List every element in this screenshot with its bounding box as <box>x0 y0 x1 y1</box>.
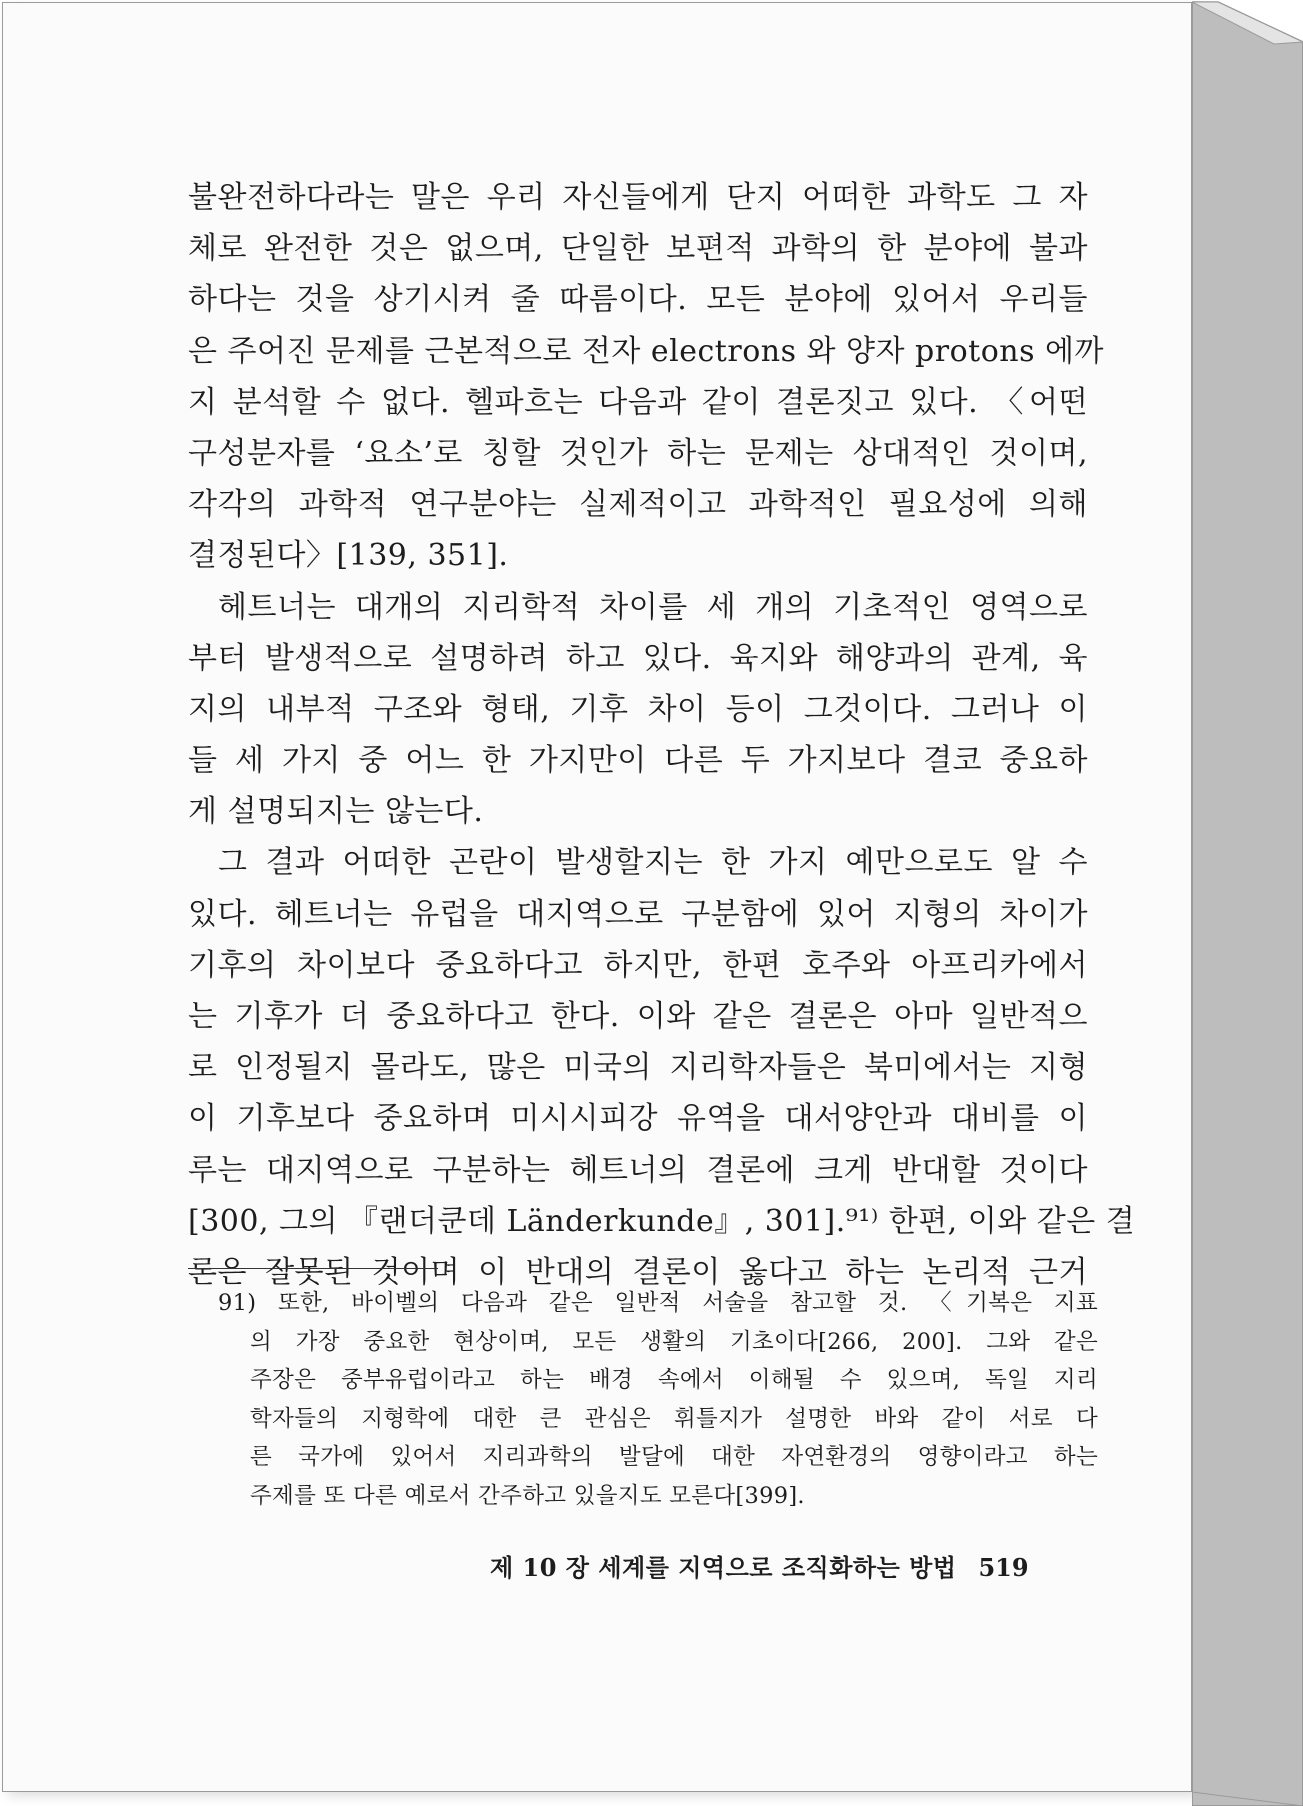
running-footer <box>490 1548 1070 1588</box>
body-line: 이 기후보다 중요하며 미시시피강 유역을 대서양안과 대비를 이 <box>188 1101 1088 1137</box>
page-number: 519 <box>978 1553 1029 1582</box>
footnote-line: 91) 또한, 바이벨의 다음과 같은 일반적 서술을 참고할 것. 〈기복은 지표 <box>218 1290 1098 1316</box>
body-line: 지 분석할 수 없다. 헬파흐는 다음과 같이 결론짓고 있다. 〈어떤 <box>188 384 1088 420</box>
body-line: 게 설명되지는 않는다. <box>188 794 484 830</box>
body-line: 루는 대지역으로 구분하는 헤트너의 결론에 크게 반대할 것이다 <box>188 1152 1088 1188</box>
body-line: 구성분자를 ‘요소’로 칭할 것인가 하는 문제는 상대적인 것이며, <box>188 435 1088 471</box>
body-line: 기후의 차이보다 중요하다고 하지만, 한편 호주와 아프리카에서 <box>188 947 1088 983</box>
body-line: 로 인정될지 몰라도, 많은 미국의 지리학자들은 북미에서는 지형 <box>188 1050 1088 1086</box>
body-line: 은 주어진 문제를 근본적으로 전자 electrons 와 양자 protons 에까 <box>188 333 1104 369</box>
body-line: 들 세 가지 중 어느 한 가지만이 다른 두 가지보다 결코 중요하 <box>188 743 1088 779</box>
chapter-title: 제 10 장 세계를 지역으로 조직화하는 방법 <box>490 1553 957 1582</box>
footnote-separator <box>188 1268 438 1269</box>
body-line: 하다는 것을 상기시켜 줄 따름이다. 모든 분야에 있어서 우리들 <box>188 282 1088 318</box>
footnote-line: 른 국가에 있어서 지리과학의 발달에 대한 자연환경의 영향이라고 하는 <box>250 1444 1098 1471</box>
footnote-line: 주장은 중부유럽이라고 하는 배경 속에서 이해될 수 있으며, 독일 지리 <box>250 1367 1098 1394</box>
body-line: 각각의 과학적 연구분야는 실제적이고 과학적인 필요성에 의해 <box>188 487 1088 523</box>
body-line: 는 기후가 더 중요하다고 한다. 이와 같은 결론은 아마 일반적으 <box>188 999 1088 1034</box>
body-line: 불완전하다라는 말은 우리 자신들에게 단지 어떠한 과학도 그 자 <box>188 180 1088 215</box>
body-line: 결정된다〉[139, 351]. <box>188 538 509 574</box>
book-edge <box>1192 0 1303 1806</box>
body-line: 있다. 헤트너는 유럽을 대지역으로 구분함에 있어 지형의 차이가 <box>188 896 1088 932</box>
book-edge-shape <box>1192 0 1303 1806</box>
footnote <box>218 1284 1098 1516</box>
footnote-line: 주제를 또 다른 예로서 간주하고 있을지도 모른다[399]. <box>250 1482 805 1509</box>
body-line: 체로 완전한 것은 없으며, 단일한 보편적 과학의 한 분야에 불과 <box>188 231 1088 267</box>
body-line: [300, 그의 『랜더쿤데 Länderkunde』, 301].⁹¹⁾ 한편, 이와 같은 결 <box>188 1203 1136 1239</box>
footnote-line: 의 가장 중요한 현상이며, 모든 생활의 기초이다[266, 200]. 그와 같은 <box>250 1328 1098 1355</box>
body-line: 그 결과 어떠한 곤란이 발생할지는 한 가지 예만으로도 알 수 <box>218 845 1088 881</box>
body-line: 론은 잘못된 것이며 이 반대의 결론이 옳다고 하는 논리적 근거 <box>188 1254 1088 1290</box>
body-line: 지의 내부적 구조와 형태, 기후 차이 등이 그것이다. 그러나 이 <box>188 691 1088 727</box>
footnote-line: 학자들의 지형학에 대한 큰 관심은 휘틀지가 설명한 바와 같이 서로 다 <box>250 1405 1098 1432</box>
main-text <box>188 172 1136 1298</box>
body-line: 헤트너는 대개의 지리학적 차이를 세 개의 기초적인 영역으로 <box>218 589 1088 625</box>
body-line: 부터 발생적으로 설명하려 하고 있다. 육지와 해양과의 관계, 육 <box>188 640 1088 676</box>
